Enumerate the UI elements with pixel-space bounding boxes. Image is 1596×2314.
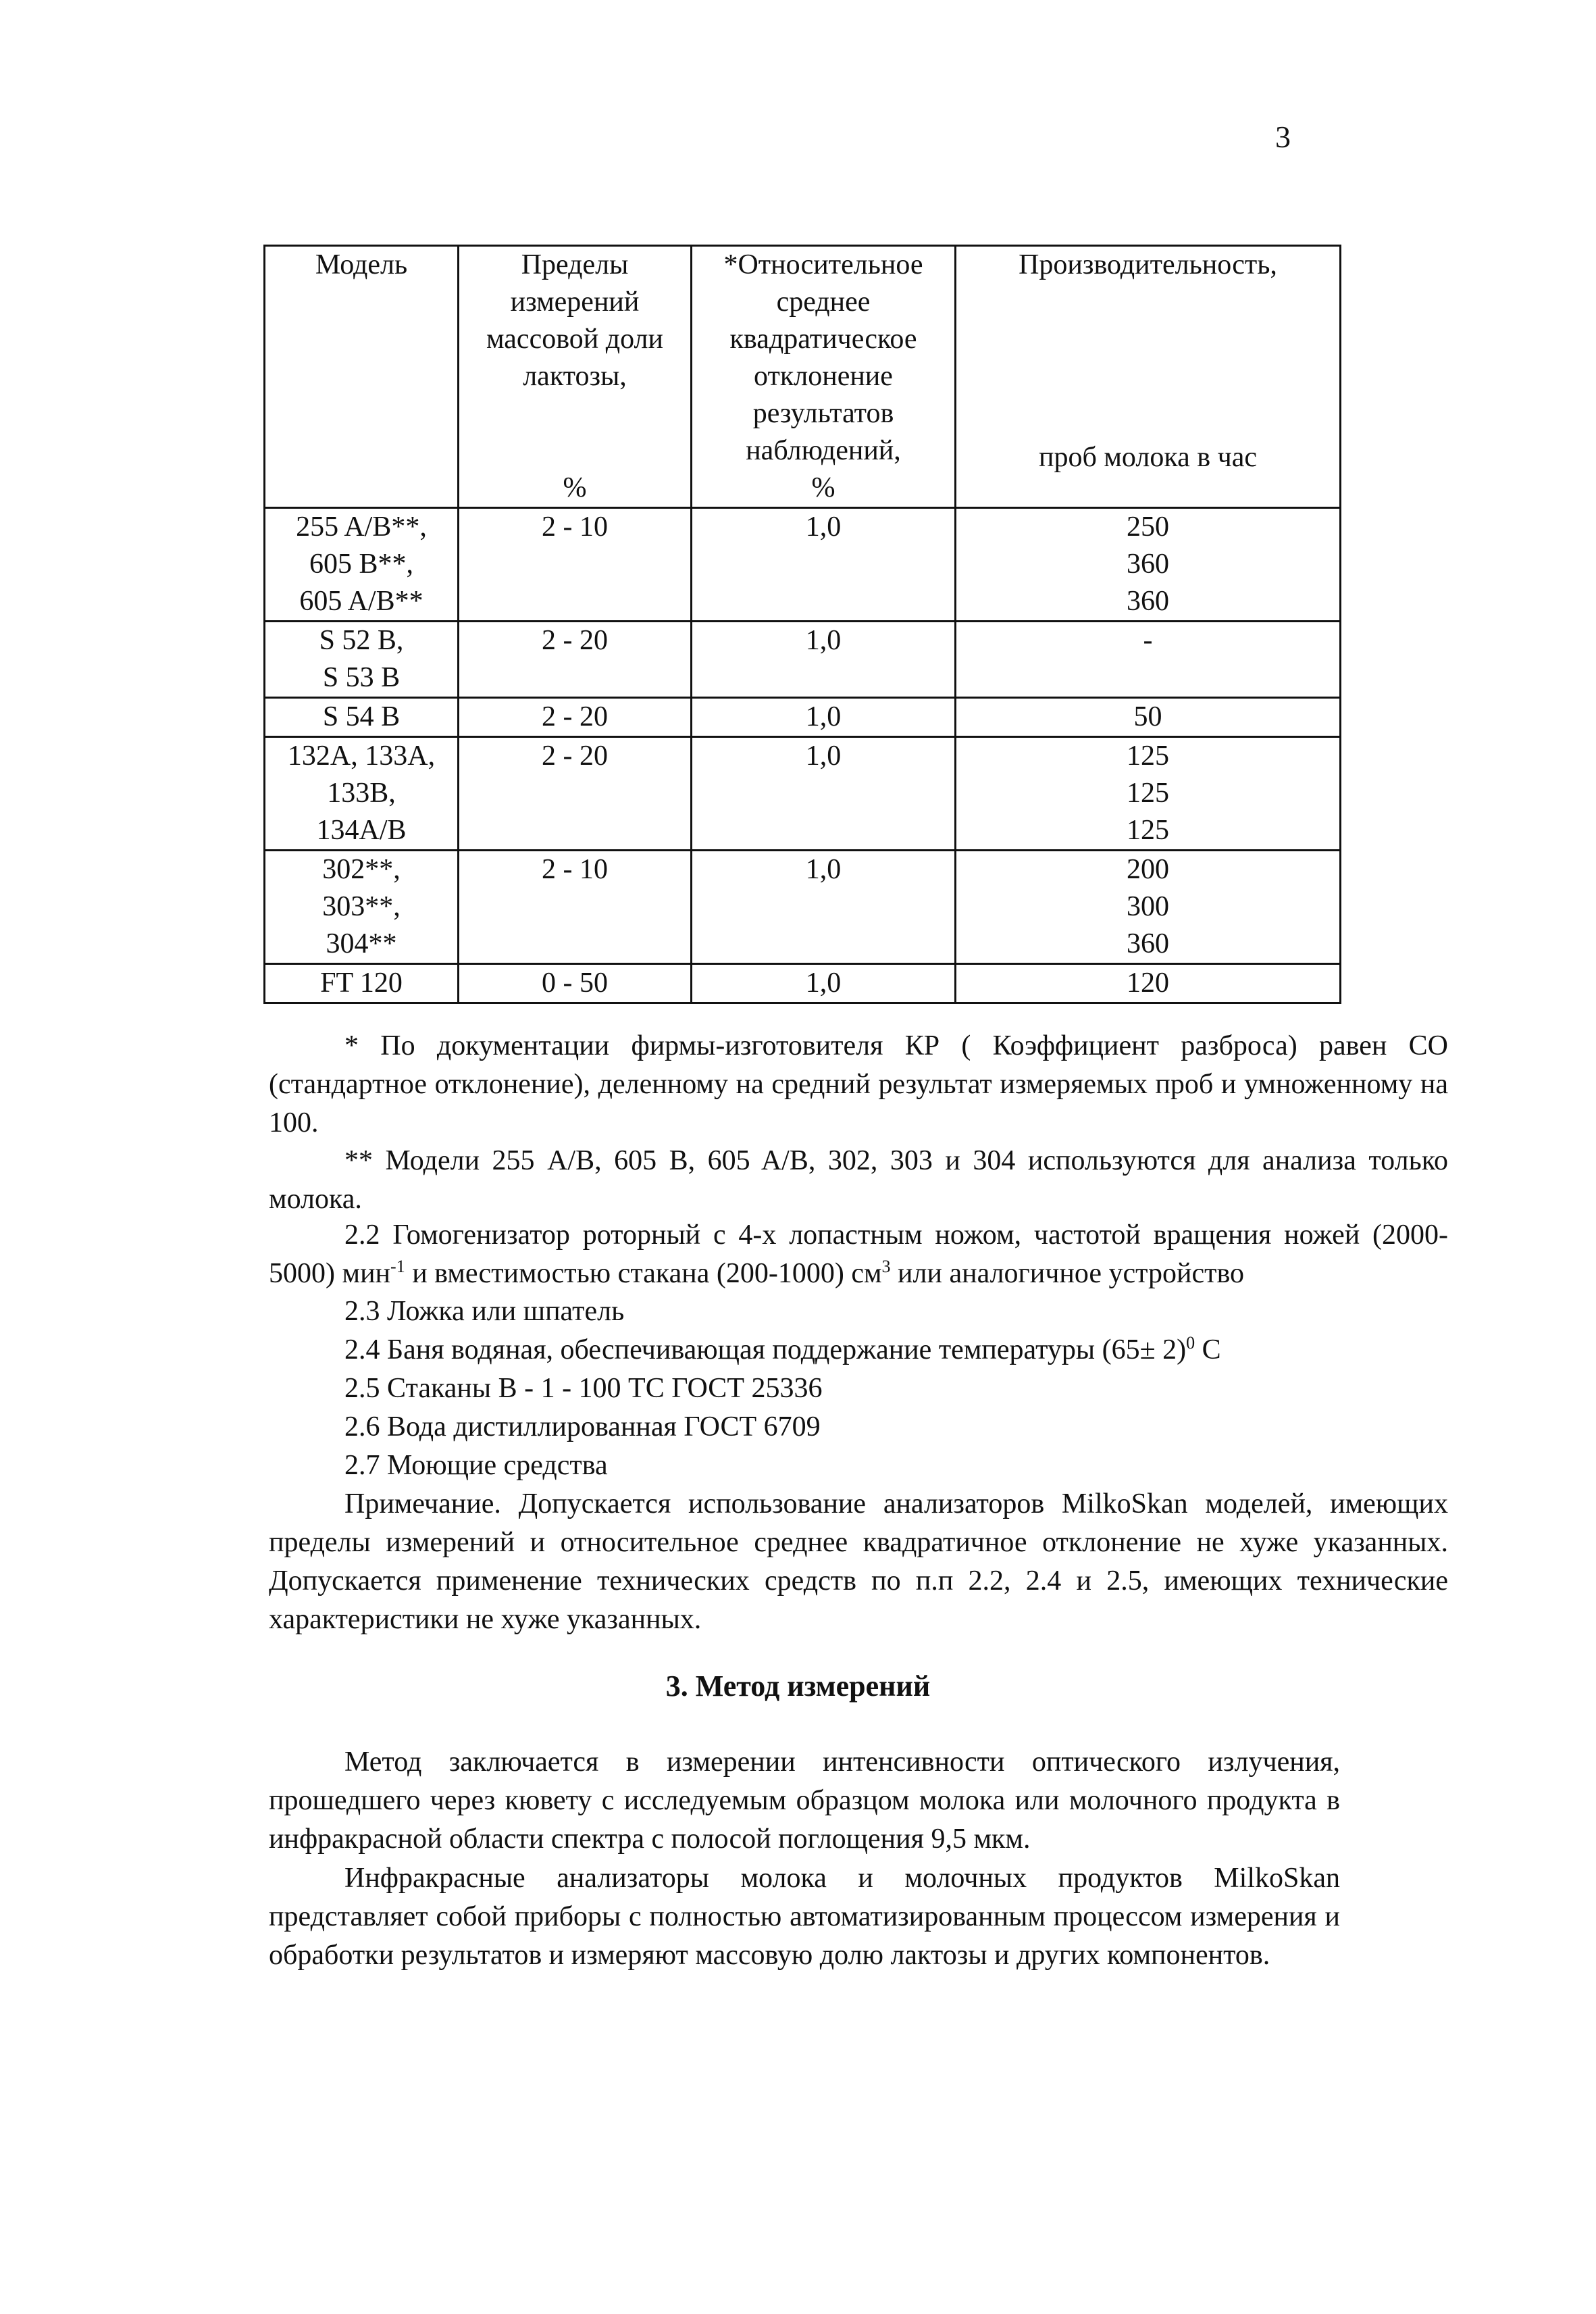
cell-productivity: 125 125 125 [956,737,1341,851]
cell-model: S 52 B, S 53 B [265,622,459,698]
item-2-4 [344,1331,1448,1369]
table-row [265,508,1341,622]
footnote-double-star: ** Модели 255 A/B, 605 B, 605 A/B, 302, 303 и 304 используются для анализа только молока. [269,1145,1448,1215]
item-2-3: 2.3 Ложка или шпатель [344,1296,625,1327]
cell-model: 255 A/B**, 605 B**, 605 A/B** [265,508,459,622]
header-deviation-label: *Относительное среднее квадратическое отклонение результатов наблюдений, [723,249,923,466]
section-paragraph-2: Инфракрасные анализаторы молока и молочных продуктов MilkoSkan представляет собой приборы с полностью автоматизированным процессом измерения и обработки результатов и измеряют массовую долю лактозы и других компонентов. [269,1863,1340,1971]
cell-range: 2 - 20 [459,622,692,698]
cell-range: 2 - 10 [459,508,692,622]
specifications-table [263,245,1341,1004]
header-range [459,246,692,508]
cell-deviation: 1,0 [692,508,956,622]
cell-model: 302**, 303**, 304** [265,851,459,964]
item-2-2-text-c: или аналогичное устройство [890,1258,1245,1289]
header-range-label: Пределы измерений массовой доли лактозы, [486,249,663,392]
cell-productivity: 200 300 360 [956,851,1341,964]
table-header-row [265,246,1341,508]
header-deviation [692,246,956,508]
item-2-2-sup-2: 3 [881,1257,891,1276]
table-row [265,737,1341,851]
cell-deviation: 1,0 [692,737,956,851]
item-2-4-sup: 0 [1186,1333,1195,1353]
item-2-2-text-b: и вместимостью стакана (200-1000) см [405,1258,882,1289]
table-row [265,622,1341,698]
header-productivity-label: Производительность, [1019,249,1277,280]
section-title: 3. Метод измерений [665,1669,931,1703]
cell-range: 2 - 20 [459,698,692,737]
cell-range: 2 - 10 [459,851,692,964]
item-2-4-text-a: 2.4 Баня водяная, обеспечивающая поддержание температуры (65± 2) [344,1334,1187,1365]
item-2-7: 2.7 Моющие средства [344,1450,608,1481]
item-2-4-text-b: С [1195,1334,1221,1365]
footnote-star: * По документации фирмы-изготовителя КР ( Коэффициент разброса) равен СО (стандартное отклонение), деленному на средний результат измеряемых проб и умноженному на 100. [269,1030,1448,1138]
header-productivity-unit: проб молока в час [1039,442,1257,473]
cell-model: S 54 B [265,698,459,737]
header-model [265,246,459,508]
item-2-2 [269,1216,1448,1293]
header-model-label: Модель [315,249,408,280]
cell-productivity: - [956,622,1341,698]
header-productivity [956,246,1341,508]
section-paragraph-1: Метод заключается в измерении интенсивности оптического излучения, прошедшего через кювету с исследуемым образцом молока или молочного продукта в инфракрасной области спектра с полосой поглощения 9,5 мкм. [269,1746,1340,1855]
table-row [265,698,1341,737]
item-2-2-sup-1: -1 [390,1257,405,1276]
cell-productivity: 50 [956,698,1341,737]
item-2-6: 2.6 Вода дистиллированная ГОСТ 6709 [344,1411,821,1442]
header-range-unit: % [563,472,587,503]
cell-deviation: 1,0 [692,622,956,698]
cell-range: 0 - 50 [459,964,692,1003]
cell-deviation: 1,0 [692,964,956,1003]
cell-productivity: 250 360 360 [956,508,1341,622]
item-2-5: 2.5 Стаканы В - 1 - 100 ТС ГОСТ 25336 [344,1373,823,1404]
cell-deviation: 1,0 [692,851,956,964]
note: Примечание. Допускается использование анализаторов MilkoSkan моделей, имеющих пределы измерений и относительное среднее квадратичное отклонение не хуже указанных. Допускается применение технических средств по п.п 2.2, 2.4 и 2.5, имеющих технические характеристики не хуже указанных. [269,1488,1448,1635]
table-row [265,851,1341,964]
cell-model: FT 120 [265,964,459,1003]
cell-model: 132A, 133A, 133B, 134A/B [265,737,459,851]
item-2-2-text-a: 2.2 Гомогенизатор роторный с 4-х лопастным ножом, частотой вращения ножей (2000-5000) мин [269,1219,1448,1289]
table-row [265,964,1341,1003]
cell-deviation: 1,0 [692,698,956,737]
cell-range: 2 - 20 [459,737,692,851]
header-deviation-unit: % [811,472,835,503]
page-number: 3 [1275,120,1291,154]
cell-productivity: 120 [956,964,1341,1003]
